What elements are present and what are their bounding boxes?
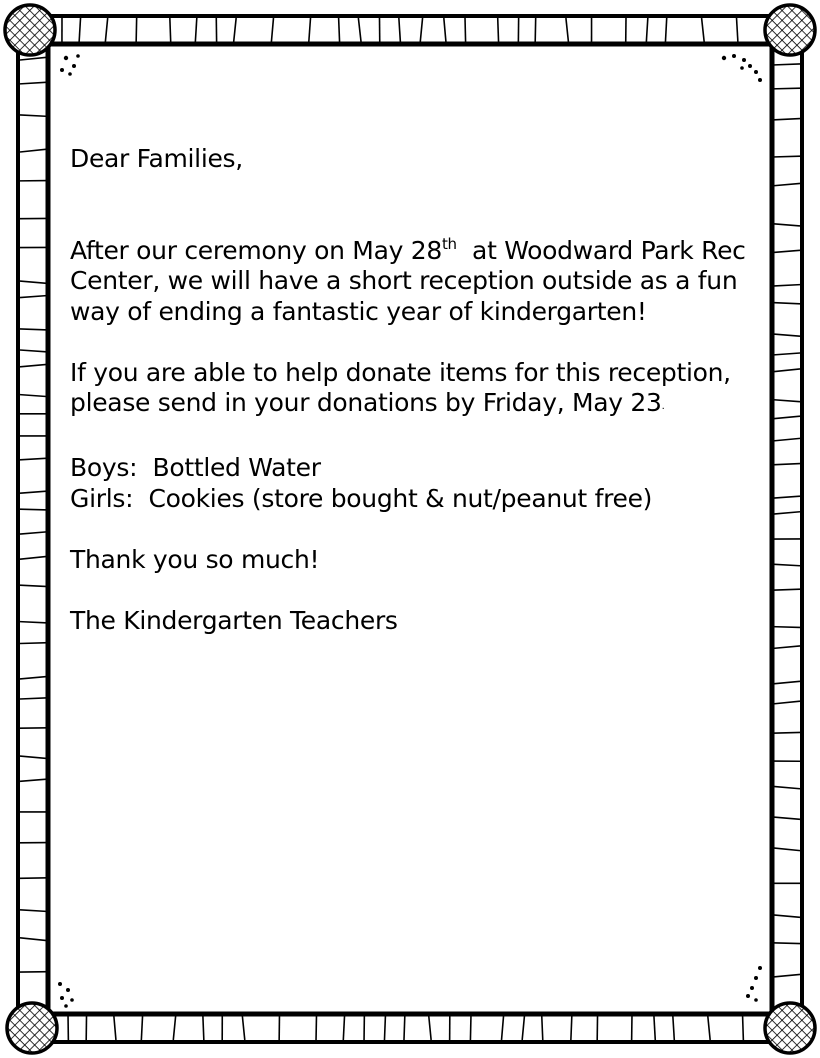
paragraph-donations-period: . (661, 401, 665, 412)
corner-circle-bottom-left (7, 1003, 57, 1053)
greeting: Dear Families, (70, 144, 243, 173)
paragraph-ceremony-rest: at Woodward Park Rec Center, we will have a short reception outside as a fun way of ending a fantastic year of kindergarten! (70, 235, 754, 326)
paragraph-ceremony (70, 236, 770, 328)
paragraph-donations-text: If you are able to help donate items for this reception, please send in your donations by Friday, May 23 (70, 357, 731, 417)
letter-body (70, 144, 770, 636)
paragraph-ceremony-start: After our ceremony on May 28 (70, 235, 442, 265)
corner-circle-top-left (5, 5, 55, 55)
girls-item: Girls: Cookies (store bought & nut/peanut free) (70, 483, 653, 513)
corner-circle-top-right (765, 5, 815, 55)
thank-you-line: Thank you so much! (70, 544, 320, 574)
signature: The Kindergarten Teachers (70, 605, 398, 635)
corner-circle-bottom-right (765, 1003, 815, 1053)
boys-item: Boys: Bottled Water (70, 453, 321, 482)
date-superscript: th (441, 234, 457, 253)
paragraph-donations (70, 358, 770, 423)
